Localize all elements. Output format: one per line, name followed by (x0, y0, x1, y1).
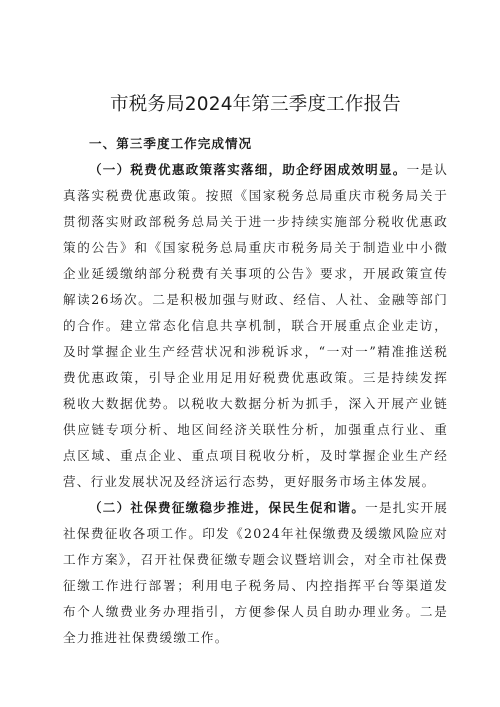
paragraph-lead: （一）税费优惠政策落实落细，助企纾困成效明显。 (89, 162, 407, 177)
paragraph-body: 一是认真落实税费优惠政策。按照《国家税务总局重庆市税务局关于贯彻落实财政部税务总局关于进一步持续实施部分税收优惠政策的公告》和《国家税务总局重庆市税务局关于制造业中小微企业延缓缴纳部分税费有关事项的公告》要求，开展政策宣传解读26场次。二是积极加强与财政、经信、人社、金融等部门的合作。建立常态化信息共享机制，联合开展重点企业走访，及时掌握企业生产经营状况和涉税诉求，“一对一”精准推送税费优惠政策，引导企业用足用好税费优惠政策。三是持续发挥税收大数据优势。以税收大数据分析为抓手，深入开展产业链供应链专项分析、地区间经济关联性分析，加强重点行业、重点区域、重点企业、重点项目税收分析，及时掌握企业生产经营、行业发展状况及经济运行态势，更好服务市场主体发展。 (63, 162, 448, 489)
paragraph-tax-incentives (63, 157, 448, 495)
document-title: 市税务局2024年第三季度工作报告 (110, 94, 401, 115)
paragraph-lead: （二）社保费征缴稳步推进，保民生促和谐。 (89, 500, 366, 515)
section-heading: 一、第三季度工作完成情况 (89, 136, 253, 151)
paragraph-body: 一是扎实开展社保费征收各项工作。印发《2024年社保缴费及缓缴风险应对工作方案》，召开社保费征缴专题会议暨培训会，对全市社保费征缴工作进行部署；利用电子税务局、内控指挥平台等渠道发布个人缴费业务办理指引，方便参保人员自助办理业务。二是全力推进社保费缓缴工作。 (63, 500, 449, 645)
paragraph-social-security (63, 495, 448, 651)
